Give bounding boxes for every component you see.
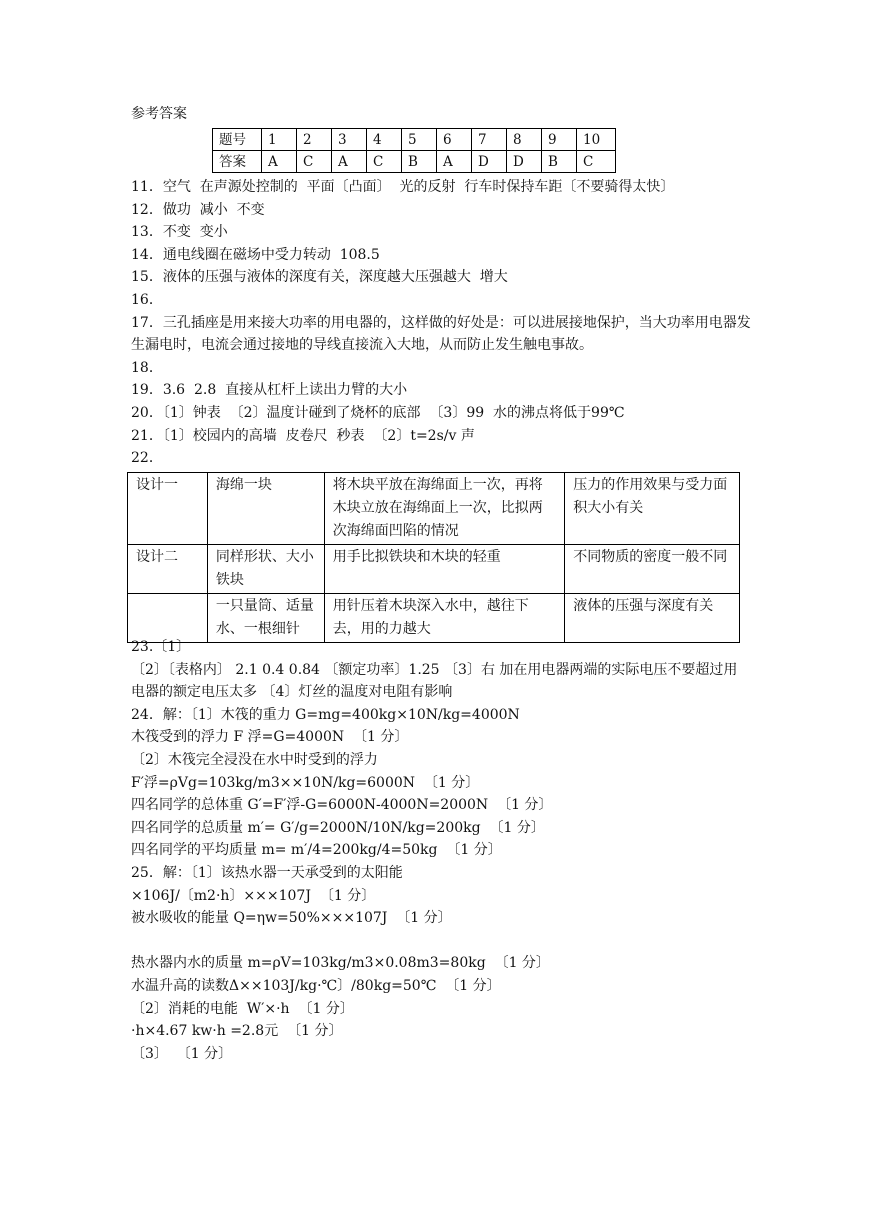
table-cell: 压力的作用效果与受力面积大小有关 (565, 473, 740, 545)
answer-line: 〔2〕消耗的电能 W′×·h 〔1 分〕 (131, 1000, 354, 1017)
table-cell: 2 (297, 129, 332, 151)
table-cell: A (437, 151, 472, 173)
question-number-row (213, 129, 616, 151)
answer-line: 〔3〕 〔1 分〕 (131, 1045, 233, 1062)
table-cell: 5 (402, 129, 437, 151)
table-cell: 液体的压强与深度有关 (565, 594, 740, 643)
answer-line: 13．不变 变小 (131, 224, 228, 241)
experiment-design-table (127, 472, 740, 643)
answer-line: 14．通电线圈在磁场中受力转动 108.5 (131, 246, 380, 263)
answer-line: 24．解：〔1〕木筏的重力 G=mg=400kg×10N/kg=4000N (131, 706, 520, 723)
table-cell: C (577, 151, 616, 173)
answer-line: 17．三孔插座是用来接大功率的用电器的，这样做的好处是：可以进展接地保护，当大功率用电器发生漏电时，电流会通过接地的导线直接流入大地，从而防止发生触电事故。 (131, 314, 751, 354)
answer-line: 19．3.6 2.8 直接从杠杆上读出力臂的大小 (131, 382, 408, 399)
table-cell: B (402, 151, 437, 173)
answers-block-1 (131, 176, 751, 470)
table-cell: 10 (577, 129, 616, 151)
answers-block-2 (131, 636, 751, 1065)
answer-line: 18． (131, 359, 163, 376)
table-cell: 用针压着木块深入水中，越往下去，用的力越大 (324, 594, 565, 643)
answer-line: 22． (131, 450, 163, 467)
answer-key-table (212, 128, 616, 173)
table-cell: B (542, 151, 577, 173)
table-cell: C (367, 151, 402, 173)
table-cell: 同样形状、大小铁块 (207, 545, 324, 594)
answer-line: 被水吸收的能量 Q=ηw=50%×××107J 〔1 分〕 (131, 910, 452, 927)
table-cell: 6 (437, 129, 472, 151)
page-title: 参考答案 (131, 106, 187, 122)
table-row (128, 545, 740, 594)
table-cell: 海绵一块 (207, 473, 324, 545)
table-cell: 设计一 (128, 473, 208, 545)
answer-line: 〔2〕木筏完全浸没在水中时受到的浮力 (131, 751, 378, 768)
table-cell: 不同物质的密度一般不同 (565, 545, 740, 594)
table-cell: 1 (262, 129, 297, 151)
answer-line: ·h×4.67 kw·h =2.8元 〔1 分〕 (131, 1023, 343, 1040)
table-cell: C (297, 151, 332, 173)
table-cell: 用手比拟铁块和木块的轻重 (324, 545, 565, 594)
answer-line: F′浮=ρVg=103kg/m3××10N/kg=6000N 〔1 分〕 (131, 774, 480, 791)
answer-line: 四名同学的总质量 m′= G′/g=2000N/10N/kg=200kg 〔1 分〕 (131, 819, 545, 836)
row-label: 答案 (213, 151, 262, 173)
table-cell: 8 (507, 129, 542, 151)
row-label: 题号 (213, 129, 262, 151)
answer-line: 12．做功 减小 不变 (131, 201, 265, 218)
answer-line: 15．液体的压强与液体的深度有关，深度越大压强越大 增大 (131, 269, 508, 286)
answer-row (213, 151, 616, 173)
table-cell: 4 (367, 129, 402, 151)
answer-line: 水温升高的读数Δ××103J/kg·℃〕/80kg=50℃ 〔1 分〕 (131, 977, 501, 994)
table-cell: A (262, 151, 297, 173)
answer-line: 23.〔1〕 (131, 639, 191, 655)
answer-line: 16． (131, 291, 163, 308)
answer-line: 木筏受到的浮力 F 浮=G=4000N 〔1 分〕 (131, 729, 409, 746)
answer-line: 热水器内水的质量 m=ρV=103kg/m3×0.08m3=80kg 〔1 分〕 (131, 955, 550, 972)
answer-line: 四名同学的平均质量 m= m′/4=200kg/4=50kg 〔1 分〕 (131, 842, 502, 859)
table-cell: 将木块平放在海绵面上一次，再将木块立放在海绵面上一次，比拟两次海绵面凹陷的情况 (324, 473, 565, 545)
answer-line: 21．〔1〕校园内的高墙 皮卷尺 秒表 〔2〕t=2s/v 声 (131, 427, 475, 444)
blank-line (131, 930, 751, 953)
table-cell: 7 (472, 129, 507, 151)
table-cell: 设计二 (128, 545, 208, 594)
table-row (128, 473, 740, 545)
answer-line: 四名同学的总体重 G′=F′浮-G=6000N-4000N=2000N 〔1 分〕 (131, 797, 553, 814)
answer-line: 11．空气 在声源处控制的 平面〔凸面〕 光的反射 行车时保持车距〔不要骑得太快〕 (131, 179, 675, 195)
table-cell: A (332, 151, 367, 173)
answer-line: 25．解：〔1〕该热水器一天承受到的太阳能 (131, 864, 403, 881)
table-cell: D (472, 151, 507, 173)
answer-line: ×106J/〔m2·h〕×××107J 〔1 分〕 (131, 887, 376, 904)
table-cell: D (507, 151, 542, 173)
table-cell: 3 (332, 129, 367, 151)
answer-line: 〔2〕〔表格内〕 2.1 0.4 0.84 〔额定功率〕1.25 〔3〕右 加在用电器两端的实际电压不要超过用电器的额定电压太多 〔4〕灯丝的温度对电阻有影响 (131, 661, 738, 701)
table-cell: 一只量筒、适量水、一根细针 (207, 594, 324, 643)
answer-line: 20．〔1〕钟表 〔2〕温度计碰到了烧杯的底部 〔3〕99 水的沸点将低于99℃ (131, 404, 625, 421)
table-cell: 9 (542, 129, 577, 151)
